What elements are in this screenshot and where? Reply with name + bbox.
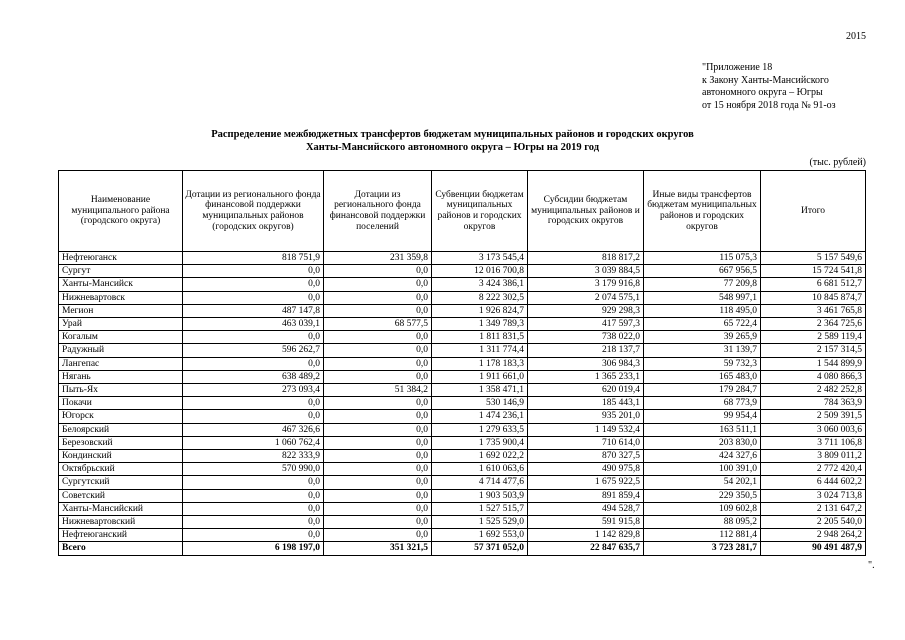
amount-cell: 424 327,6 [644,450,761,463]
amount-cell: 2 948 264,2 [761,529,866,542]
amount-cell: 3 024 713,8 [761,489,866,502]
amount-cell: 218 137,7 [528,344,644,357]
amount-cell: 1 142 829,8 [528,529,644,542]
amount-cell: 0,0 [324,331,432,344]
amount-cell: 351 321,5 [324,542,432,555]
municipality-cell: Октябрьский [59,463,183,476]
table-row [59,410,866,423]
amount-cell: 0,0 [324,436,432,449]
amount-cell: 2 205 540,0 [761,516,866,529]
municipality-cell: Радужный [59,344,183,357]
municipality-cell: Пыть-Ях [59,384,183,397]
units-label: (тыс. рублей) [809,157,866,168]
table-row [59,265,866,278]
table-row [59,502,866,515]
amount-cell: 0,0 [324,397,432,410]
amount-cell: 0,0 [324,410,432,423]
amount-cell: 39 265,9 [644,331,761,344]
amount-cell: 90 491 487,9 [761,542,866,555]
amount-cell: 185 443,1 [528,397,644,410]
amount-cell: 822 333,9 [183,450,324,463]
table-row [59,304,866,317]
table-row [59,436,866,449]
amount-cell: 0,0 [324,304,432,317]
table-row [59,463,866,476]
amount-cell: 891 859,4 [528,489,644,502]
municipality-cell: Нижневартовск [59,291,183,304]
municipality-cell: Мегион [59,304,183,317]
amount-cell: 1 527 515,7 [432,502,528,515]
amount-cell: 0,0 [324,476,432,489]
amount-cell: 100 391,0 [644,463,761,476]
amount-cell: 3 809 011,2 [761,450,866,463]
amount-cell: 68 577,5 [324,318,432,331]
amount-cell: 231 359,8 [324,252,432,265]
amount-cell: 620 019,4 [528,384,644,397]
amount-cell: 490 975,8 [528,463,644,476]
amount-cell: 1 692 553,0 [432,529,528,542]
page-number: 2015 [846,31,866,42]
amount-cell: 0,0 [324,489,432,502]
municipality-cell: Югорск [59,410,183,423]
amount-cell: 4 080 866,3 [761,370,866,383]
municipality-cell: Нефтеюганск [59,252,183,265]
amount-cell: 3 723 281,7 [644,542,761,555]
amount-cell: 1 349 789,3 [432,318,528,331]
amount-cell: 1 675 922,5 [528,476,644,489]
amount-cell: 4 714 477,6 [432,476,528,489]
amount-cell: 3 173 545,4 [432,252,528,265]
amount-cell: 2 074 575,1 [528,291,644,304]
amount-cell: 784 363,9 [761,397,866,410]
title-line: Распределение межбюджетных трансфертов бюджетам муниципальных районов и городских округов [211,129,694,140]
table-row [59,450,866,463]
column-header: Итого [761,171,866,252]
amount-cell: 0,0 [183,489,324,502]
amount-cell: 12 016 700,8 [432,265,528,278]
annex-header [702,62,836,112]
amount-cell: 0,0 [183,265,324,278]
amount-cell: 1 060 762,4 [183,436,324,449]
annex-line: автономного округа – Югры [702,87,823,98]
amount-cell: 710 614,0 [528,436,644,449]
amount-cell: 1 279 633,5 [432,423,528,436]
amount-cell: 1 903 503,9 [432,489,528,502]
amount-cell: 463 039,1 [183,318,324,331]
amount-cell: 2 364 725,6 [761,318,866,331]
amount-cell: 0,0 [183,397,324,410]
amount-cell: 2 131 647,2 [761,502,866,515]
amount-cell: 6 444 602,2 [761,476,866,489]
municipality-cell: Покачи [59,397,183,410]
amount-cell: 2 482 252,8 [761,384,866,397]
amount-cell: 1 692 022,2 [432,450,528,463]
amount-cell: 0,0 [183,331,324,344]
municipality-cell: Нефтеюганский [59,529,183,542]
amount-cell: 0,0 [183,410,324,423]
table-row [59,357,866,370]
amount-cell: 229 350,5 [644,489,761,502]
amount-cell: 818 817,2 [528,252,644,265]
amount-cell: 0,0 [183,291,324,304]
amount-cell: 2 157 314,5 [761,344,866,357]
table-header-row [59,171,866,252]
amount-cell: 0,0 [324,344,432,357]
amount-cell: 596 262,7 [183,344,324,357]
amount-cell: 88 095,2 [644,516,761,529]
amount-cell: 3 039 884,5 [528,265,644,278]
amount-cell: 494 528,7 [528,502,644,515]
column-header: Наименование муниципального района (городского округа) [59,171,183,252]
amount-cell: 306 984,3 [528,357,644,370]
amount-cell: 57 371 052,0 [432,542,528,555]
amount-cell: 1 525 529,0 [432,516,528,529]
column-header: Субвенции бюджетам муниципальных районов и городских округов [432,171,528,252]
amount-cell: 1 811 831,5 [432,331,528,344]
amount-cell: 3 179 916,8 [528,278,644,291]
amount-cell: 1 365 233,1 [528,370,644,383]
column-header: Дотации из регионального фонда финансовой поддержки муниципальных районов (городских округов) [183,171,324,252]
amount-cell: 638 489,2 [183,370,324,383]
amount-cell: 3 711 106,8 [761,436,866,449]
amount-cell: 6 198 197,0 [183,542,324,555]
amount-cell: 570 990,0 [183,463,324,476]
document-title [0,128,905,154]
amount-cell: 1 544 899,9 [761,357,866,370]
column-header: Иные виды трансфертов бюджетам муниципальных районов и городских округов [644,171,761,252]
amount-cell: 2 589 119,4 [761,331,866,344]
municipality-cell: Урай [59,318,183,331]
amount-cell: 65 722,4 [644,318,761,331]
amount-cell: 0,0 [183,476,324,489]
amount-cell: 1 358 471,1 [432,384,528,397]
transfers-table [58,170,866,556]
amount-cell: 1 149 532,4 [528,423,644,436]
amount-cell: 870 327,5 [528,450,644,463]
table-row [59,252,866,265]
municipality-cell: Нягань [59,370,183,383]
amount-cell: 59 732,3 [644,357,761,370]
amount-cell: 935 201,0 [528,410,644,423]
table-row [59,318,866,331]
amount-cell: 487 147,8 [183,304,324,317]
municipality-cell: Лангепас [59,357,183,370]
amount-cell: 1 474 236,1 [432,410,528,423]
amount-cell: 99 954,4 [644,410,761,423]
amount-cell: 0,0 [324,450,432,463]
amount-cell: 0,0 [324,291,432,304]
table-row [59,331,866,344]
amount-cell: 15 724 541,8 [761,265,866,278]
amount-cell: 591 915,8 [528,516,644,529]
table-row [59,278,866,291]
amount-cell: 530 146,9 [432,397,528,410]
amount-cell: 54 202,1 [644,476,761,489]
amount-cell: 165 483,0 [644,370,761,383]
amount-cell: 109 602,8 [644,502,761,515]
amount-cell: 467 326,6 [183,423,324,436]
amount-cell: 203 830,0 [644,436,761,449]
amount-cell: 2 772 420,4 [761,463,866,476]
title-line: Ханты-Мансийского автономного округа – Югры на 2019 год [305,142,600,153]
annex-line: к Закону Ханты-Мансийского [702,74,829,86]
amount-cell: 0,0 [324,529,432,542]
table-total-row [59,542,866,555]
table-row [59,516,866,529]
amount-cell: 1 926 824,7 [432,304,528,317]
column-header: Субсидии бюджетам муниципальных районов и городских округов [528,171,644,252]
amount-cell: 0,0 [324,463,432,476]
municipality-cell: Ханты-Мансийск [59,278,183,291]
municipality-cell: Ханты-Мансийский [59,502,183,515]
municipality-cell: Кондинский [59,450,183,463]
amount-cell: 2 509 391,5 [761,410,866,423]
amount-cell: 1 735 900,4 [432,436,528,449]
amount-cell: 77 209,8 [644,278,761,291]
table-row [59,291,866,304]
amount-cell: 667 956,5 [644,265,761,278]
amount-cell: 3 060 003,6 [761,423,866,436]
amount-cell: 0,0 [324,370,432,383]
amount-cell: 0,0 [324,423,432,436]
amount-cell: 0,0 [183,502,324,515]
municipality-cell: Сургутский [59,476,183,489]
table-body [59,252,866,556]
amount-cell: 0,0 [183,357,324,370]
amount-cell: 0,0 [324,265,432,278]
amount-cell: 112 881,4 [644,529,761,542]
amount-cell: 0,0 [183,278,324,291]
amount-cell: 51 384,2 [324,384,432,397]
amount-cell: 1 178 183,3 [432,357,528,370]
amount-cell: 3 424 386,1 [432,278,528,291]
amount-cell: 0,0 [183,516,324,529]
amount-cell: 1 911 661,0 [432,370,528,383]
amount-cell: 115 075,3 [644,252,761,265]
amount-cell: 0,0 [324,502,432,515]
municipality-cell: Сургут [59,265,183,278]
column-header: Дотации из регионального фонда финансовой поддержки поселений [324,171,432,252]
table-row [59,344,866,357]
annex-line: от 15 ноября 2018 года № 91-оз [702,99,836,111]
table-row [59,489,866,502]
amount-cell: 818 751,9 [183,252,324,265]
amount-cell: 0,0 [183,529,324,542]
amount-cell: 5 157 549,6 [761,252,866,265]
municipality-cell: Березовский [59,436,183,449]
table-row [59,476,866,489]
amount-cell: 738 022,0 [528,331,644,344]
municipality-cell: Всего [59,542,183,555]
amount-cell: 1 311 774,4 [432,344,528,357]
amount-cell: 548 997,1 [644,291,761,304]
amount-cell: 22 847 635,7 [528,542,644,555]
amount-cell: 0,0 [324,516,432,529]
table-row [59,370,866,383]
amount-cell: 3 461 765,8 [761,304,866,317]
amount-cell: 8 222 302,5 [432,291,528,304]
amount-cell: 118 495,0 [644,304,761,317]
table-row [59,397,866,410]
amount-cell: 163 511,1 [644,423,761,436]
table-row [59,423,866,436]
amount-cell: 929 298,3 [528,304,644,317]
table-row [59,384,866,397]
amount-cell: 179 284,7 [644,384,761,397]
amount-cell: 0,0 [324,278,432,291]
amount-cell: 1 610 063,6 [432,463,528,476]
annex-line: "Приложение 18 [702,62,773,73]
municipality-cell: Советский [59,489,183,502]
table-row [59,529,866,542]
amount-cell: 10 845 874,7 [761,291,866,304]
municipality-cell: Белоярский [59,423,183,436]
municipality-cell: Нижневартовский [59,516,183,529]
municipality-cell: Когалым [59,331,183,344]
amount-cell: 31 139,7 [644,344,761,357]
amount-cell: 0,0 [324,357,432,370]
amount-cell: 68 773,9 [644,397,761,410]
amount-cell: 417 597,3 [528,318,644,331]
closing-quote: ". [868,560,875,571]
amount-cell: 273 093,4 [183,384,324,397]
amount-cell: 6 681 512,7 [761,278,866,291]
